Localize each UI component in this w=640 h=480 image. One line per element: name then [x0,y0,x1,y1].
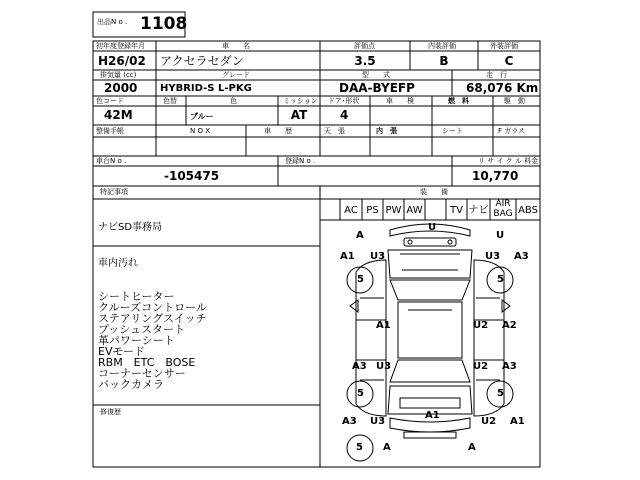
seat-label: シート [442,127,463,135]
doors-value: 4 [340,108,349,122]
sunroof-label: 天 張 [324,127,345,135]
car-name-label: 車 名 [222,42,250,50]
feature-item: コーナーセンサー [98,367,186,380]
score-label: 評価点 [354,42,375,50]
damage-a3-left-rear: A3 [352,361,367,372]
color-code-label: 色コード [96,97,124,105]
damage-a3-tr: A3 [514,251,529,262]
remark-navi: ナビSD事務局 [98,222,163,233]
damage-u2-right-door: U2 [473,320,489,331]
repair-label: 修復歴 [100,408,121,416]
chassis-label: 車台N o . [96,157,127,165]
damage-front-u-right: U [496,230,505,241]
chassis-value: -105475 [164,169,220,183]
exterior-label: 外装評価 [490,42,518,50]
history-label: 車 歴 [264,127,292,135]
damage-u3-tr: U3 [485,251,501,262]
feature-item: EVモード [98,345,146,358]
mileage-value: 68,076 Km [466,81,539,95]
feature-item: バックカメラ [98,378,164,391]
first-reg-label: 初年度登録年月 [96,42,145,50]
equip-ac: AC [344,205,358,216]
feature-item: シートヒーター [98,290,175,303]
remarks-label: 特記事項 [100,188,128,196]
damage-u3-left-rear: U3 [376,361,392,372]
feature-item: クルーズコントロール [98,301,207,314]
damage-a3-right-rear: A3 [502,361,517,372]
displacement-label: 排気量 (cc) [100,71,137,79]
feature-item: ステアリングスイッチ [98,312,207,325]
mission-label: ミッション [283,97,318,105]
damage-a1-left-door: A1 [376,320,391,331]
damage-u3-bl: U3 [370,416,386,427]
feature-item: プッシュスタート [98,323,186,336]
damage-rear-tire: 5 [356,442,363,453]
interior-label: 内装評価 [428,42,456,50]
drive-label: 駆 動 [504,97,525,105]
exhibit-no: 1108 [140,14,188,34]
damage-rear-a-right: A [468,442,476,453]
feature-item: 革パワーシート [98,334,175,347]
damage-a2-right: A2 [502,320,517,331]
damage-u2-right-rear: U2 [473,361,489,372]
interior2-label: 内 張 [376,127,397,135]
equip-tv: TV [450,205,463,216]
equip-abs: ABS [518,205,538,216]
model-value: DAA-BYEFP [339,81,415,95]
color-code-value: 42M [104,108,133,122]
damage-tire-rr: 5 [497,388,504,399]
damage-a3-bl: A3 [342,416,357,427]
damage-rear-a-left: A [383,442,391,453]
equip-airbag: AIR BAG [493,199,513,219]
equipment-label: 装 備 [420,188,448,196]
equip-ps: PS [366,205,379,216]
inspection-label: 車 検 [386,97,414,105]
damage-front-u: U [428,222,437,233]
displacement-value: 2000 [104,81,138,95]
manual-label: 整備手帳 [96,127,124,135]
score-value: 3.5 [354,54,376,68]
exterior-value: C [504,54,514,68]
color-change-label: 色替 [163,97,177,105]
damage-front-a: A [356,230,364,241]
interior-value: B [439,54,449,68]
damage-a1-trunk: A1 [425,410,440,421]
equip-pw: PW [385,205,402,216]
damage-a1-tl: A1 [340,251,355,262]
first-reg-value: H26/02 [98,54,146,68]
equip-navi: ナビ [468,205,489,216]
grade-label: グレード [222,71,250,79]
model-label: 型 式 [362,71,390,79]
damage-tire-fl: 5 [357,274,364,285]
car-name-value: アクセラセダン [160,54,244,68]
fuel-label: 燃 料 [448,97,469,105]
recycle-label: リ サ イ ク ル 料金 [478,157,539,165]
damage-a1-br: A1 [510,416,525,427]
feature-item: RBM ETC BOSE [98,356,196,369]
color-value: ブルー [190,112,214,121]
doors-label: ドア･形状 [328,97,360,105]
damage-u2-br: U2 [481,416,497,427]
equip-aw: AW [406,205,423,216]
damage-u3-tl: U3 [370,251,386,262]
mileage-label: 走 行 [486,71,507,79]
grade-value: HYBRID-S L-PKG [160,83,252,94]
recycle-value: 10,770 [472,169,519,183]
glass-label: F ガラス [498,127,526,135]
damage-tire-rl: 5 [357,388,364,399]
damage-tire-fr: 5 [497,274,504,285]
exhibit-no-label: 出品N o . [97,18,128,26]
nox-label: N O X [190,127,210,135]
reg-label: 登録N o . [285,157,316,165]
mission-value: AT [290,108,308,122]
remark-dirt: 車内汚れ [98,258,138,269]
color-label: 色 [230,97,237,105]
